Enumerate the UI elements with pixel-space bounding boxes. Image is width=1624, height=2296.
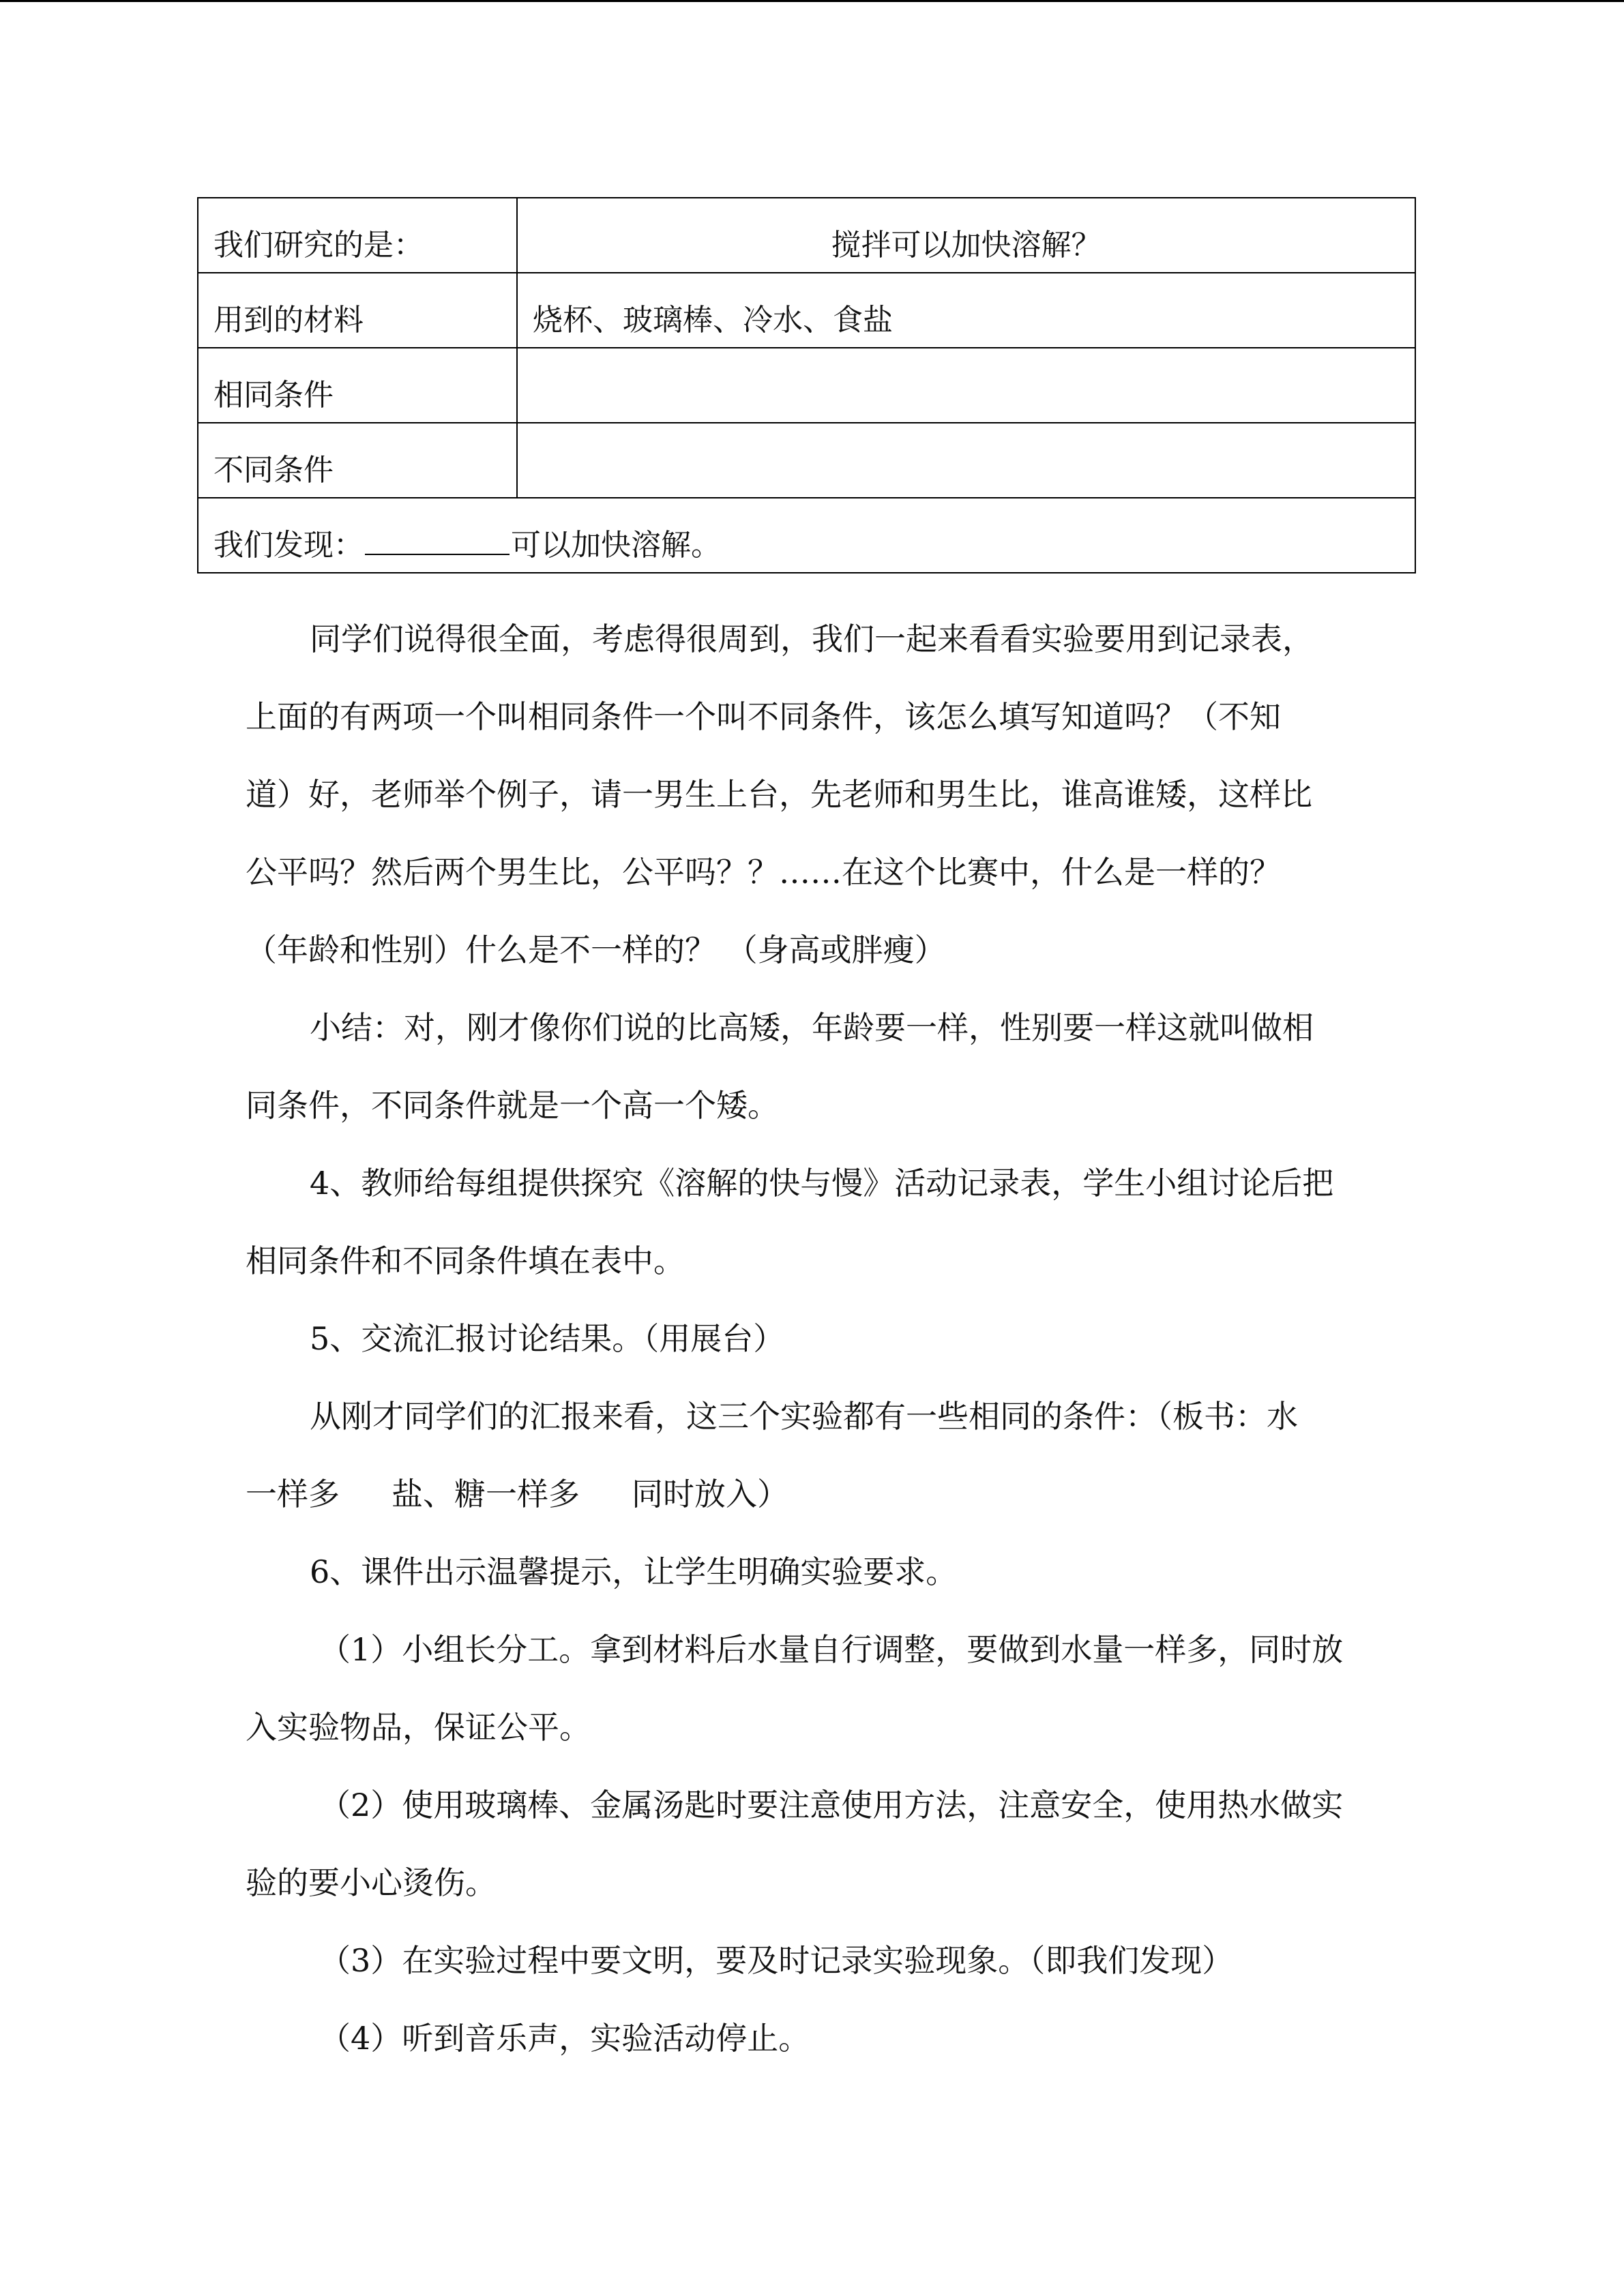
row-label-materials: 用到的材料 [198, 273, 517, 348]
paragraph-line: 同条件，不同条件就是一个高一个矮。 [246, 1087, 779, 1124]
board-note-same-time: 同时放入） [632, 1476, 788, 1512]
row-label-different-conditions: 不同条件 [198, 423, 517, 498]
row-value-research-topic: 搅拌可以加快溶解？ [517, 198, 1415, 273]
paragraph-line: 小结：对，刚才像你们说的比高矮，年龄要一样，性别要一样这就叫做相 [310, 1009, 1314, 1046]
paragraph-line: （2）使用玻璃棒、金属汤匙时要注意使用方法，注意安全，使用热水做实 [319, 1787, 1344, 1823]
board-note-water: 一样多 [246, 1476, 340, 1512]
paragraph-line: 从刚才同学们的汇报来看，这三个实验都有一些相同的条件：（板书：水 [310, 1398, 1298, 1435]
paragraph-line: 4、教师给每组提供探究《溶解的快与慢》活动记录表，学生小组讨论后把 [310, 1165, 1334, 1202]
finding-cell [198, 498, 1415, 573]
table-row [198, 498, 1415, 573]
paragraph-line [246, 1455, 1378, 1533]
finding-blank [365, 526, 510, 555]
finding-prefix: 我们发现： [213, 528, 364, 563]
table-row [198, 198, 1415, 273]
table-row [198, 423, 1415, 498]
paragraph-line: （4）听到音乐声，实验活动停止。 [319, 2020, 810, 2057]
row-value-materials: 烧杯、玻璃棒、冷水、食盐 [517, 273, 1415, 348]
paragraph-line: （3）在实验过程中要文明，要及时记录实验现象。（即我们发现） [319, 1942, 1234, 1979]
experiment-record-table [197, 197, 1416, 573]
page-top-border [0, 0, 1624, 2]
paragraph-line: （1）小组长分工。拿到材料后水量自行调整，要做到水量一样多，同时放 [319, 1631, 1344, 1668]
row-value-different-conditions [517, 423, 1415, 498]
paragraph-line: 道）好，老师举个例子，请一男生上台，先老师和男生比，谁高谁矮，这样比 [246, 776, 1312, 813]
paragraph-line: 公平吗？然后两个男生比，公平吗？？……在这个比赛中，什么是一样的？ [246, 854, 1281, 891]
paragraph-line: 相同条件和不同条件填在表中。 [246, 1242, 685, 1279]
lesson-body [246, 600, 1378, 2077]
paragraph-line: 上面的有两项一个叫相同条件一个叫不同条件，该怎么填写知道吗？（不知 [246, 698, 1281, 735]
finding-suffix: 可以加快溶解。 [511, 528, 721, 563]
board-note-salt-sugar: 盐、糖一样多 [392, 1476, 580, 1512]
paragraph-line: 5、交流汇报讨论结果。（用展台） [310, 1320, 785, 1357]
table-row [198, 273, 1415, 348]
paragraph-line: （年龄和性别）什么是不一样的？ （身高或胖瘦） [246, 931, 946, 968]
row-label-same-conditions: 相同条件 [198, 348, 517, 423]
row-value-same-conditions [517, 348, 1415, 423]
paragraph-line: 入实验物品，保证公平。 [246, 1709, 591, 1746]
table-row [198, 348, 1415, 423]
row-label-research-topic: 我们研究的是： [198, 198, 517, 273]
paragraph-line: 6、课件出示温馨提示，让学生明确实验要求。 [310, 1553, 958, 1590]
paragraph-line: 验的要小心烫伤。 [246, 1864, 497, 1901]
paragraph-line: 同学们说得很全面，考虑得很周到，我们一起来看看实验要用到记录表， [310, 621, 1314, 657]
